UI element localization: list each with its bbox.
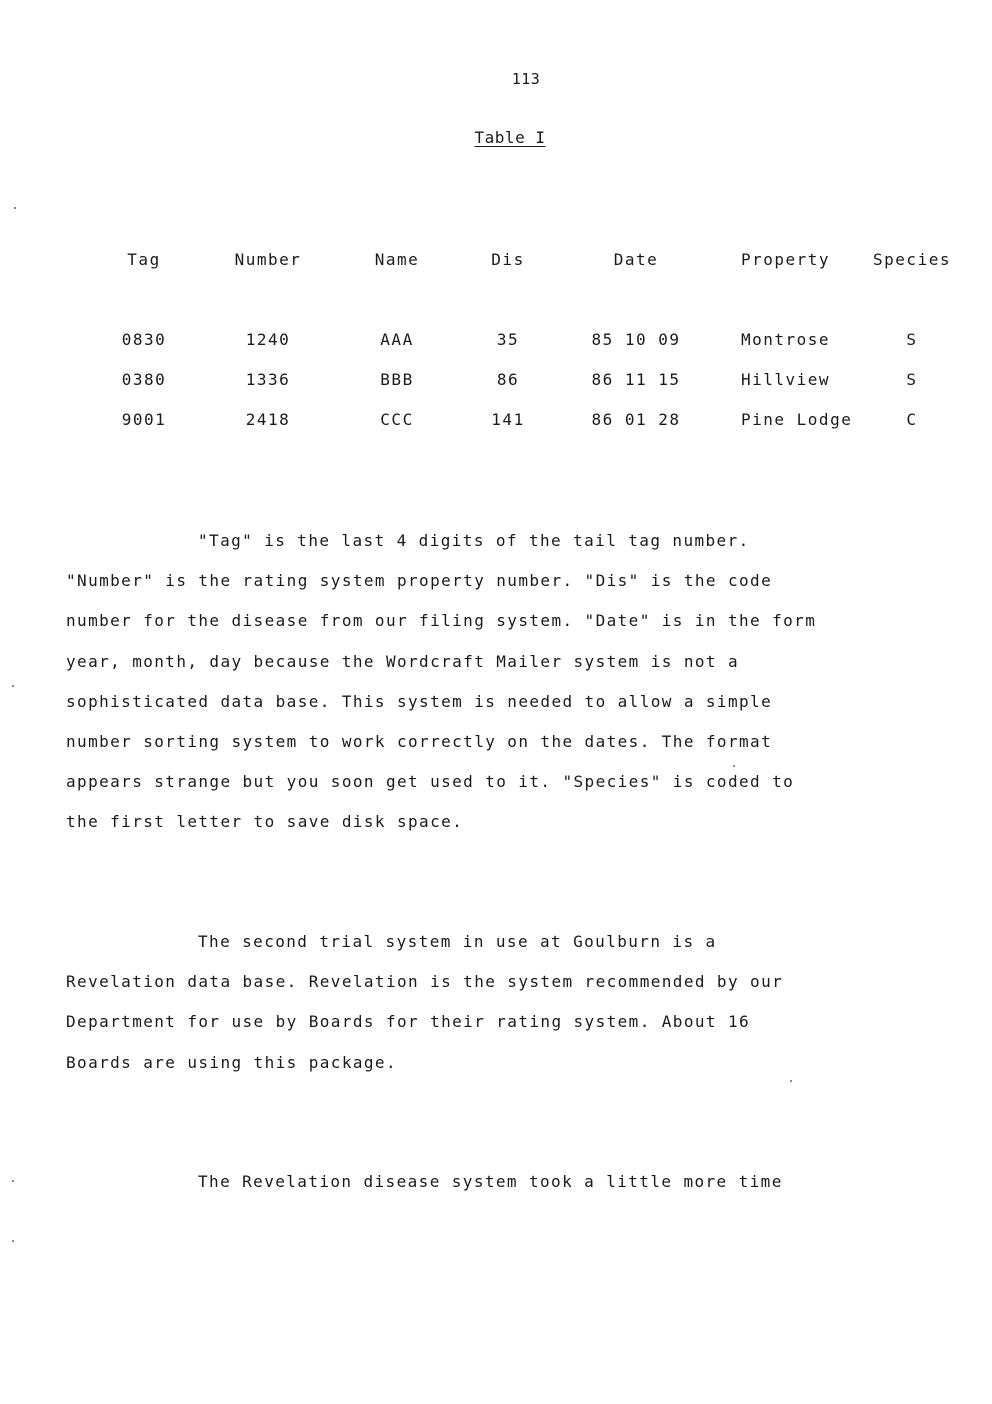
table-cell: 0380 [121, 370, 167, 389]
table-cell: BBB [380, 370, 414, 389]
table-cell: 141 [491, 410, 525, 429]
table-cell: 1240 [245, 330, 291, 349]
scan-speck [12, 685, 14, 687]
table-cell: S [906, 330, 918, 349]
table-header-cell: Number [234, 250, 302, 269]
paragraph-line: Revelation data base. Revelation is the system recommended by our [66, 972, 784, 992]
paragraph-line: sophisticated data base. This system is needed to allow a simple [66, 691, 773, 711]
table-cell: Hillview [741, 370, 831, 389]
paragraph-line: "Number" is the rating system property number. "Dis" is the code [66, 571, 773, 591]
scan-speck [733, 765, 735, 767]
table-header-cell: Date [613, 250, 659, 269]
paragraph-line: appears strange but you soon get used to it. "Species" is coded to [66, 772, 795, 792]
table-cell: 86 01 28 [591, 410, 681, 429]
scan-speck [12, 1240, 14, 1242]
table-title-text: Table I [474, 128, 546, 147]
table-cell: 9001 [121, 410, 167, 429]
table-cell: CCC [380, 410, 414, 429]
table-header-cell: Dis [491, 250, 525, 269]
paragraph-line: number sorting system to work correctly on the dates. The format [66, 732, 773, 751]
table-cell: 1336 [245, 370, 291, 389]
table-cell: Montrose [741, 330, 831, 349]
scan-speck [14, 207, 16, 209]
table-cell: 86 [496, 370, 520, 389]
scan-speck [790, 1080, 792, 1082]
table-cell: 2418 [245, 410, 291, 429]
table-cell: 35 [496, 330, 520, 349]
table-cell: C [906, 410, 918, 429]
table-header-cell: Name [374, 250, 420, 269]
table-cell: 85 10 09 [591, 330, 681, 349]
table-header-cell: Property [741, 250, 831, 269]
paragraph-line: Boards are using this package. [66, 1052, 397, 1072]
table-cell: 0830 [121, 330, 167, 349]
table-header-cell: Species [873, 250, 951, 269]
paragraph-line: the first letter to save disk space. [66, 812, 464, 832]
table-cell: 86 11 15 [591, 370, 681, 389]
table-header-cell: Tag [127, 250, 161, 269]
paragraph-line: Department for use by Boards for their rating system. About 16 [66, 1012, 751, 1032]
table-cell: Pine Lodge [741, 410, 853, 429]
paragraph-line: year, month, day because the Wordcraft Mailer system is not a [66, 651, 740, 671]
paragraph-line: The second trial system in use at Goulburn is a [198, 932, 717, 951]
page-number: 113 [511, 70, 541, 88]
table-title [0, 128, 992, 147]
table-cell: S [906, 370, 918, 389]
paragraph-line: "Tag" is the last 4 digits of the tail tag number. [198, 531, 750, 550]
paragraph-line: The Revelation disease system took a little more time [198, 1172, 783, 1191]
table-cell: AAA [380, 330, 414, 349]
scan-speck [12, 1180, 14, 1182]
paragraph-line: number for the disease from our filing system. "Date" is in the form [66, 611, 817, 631]
